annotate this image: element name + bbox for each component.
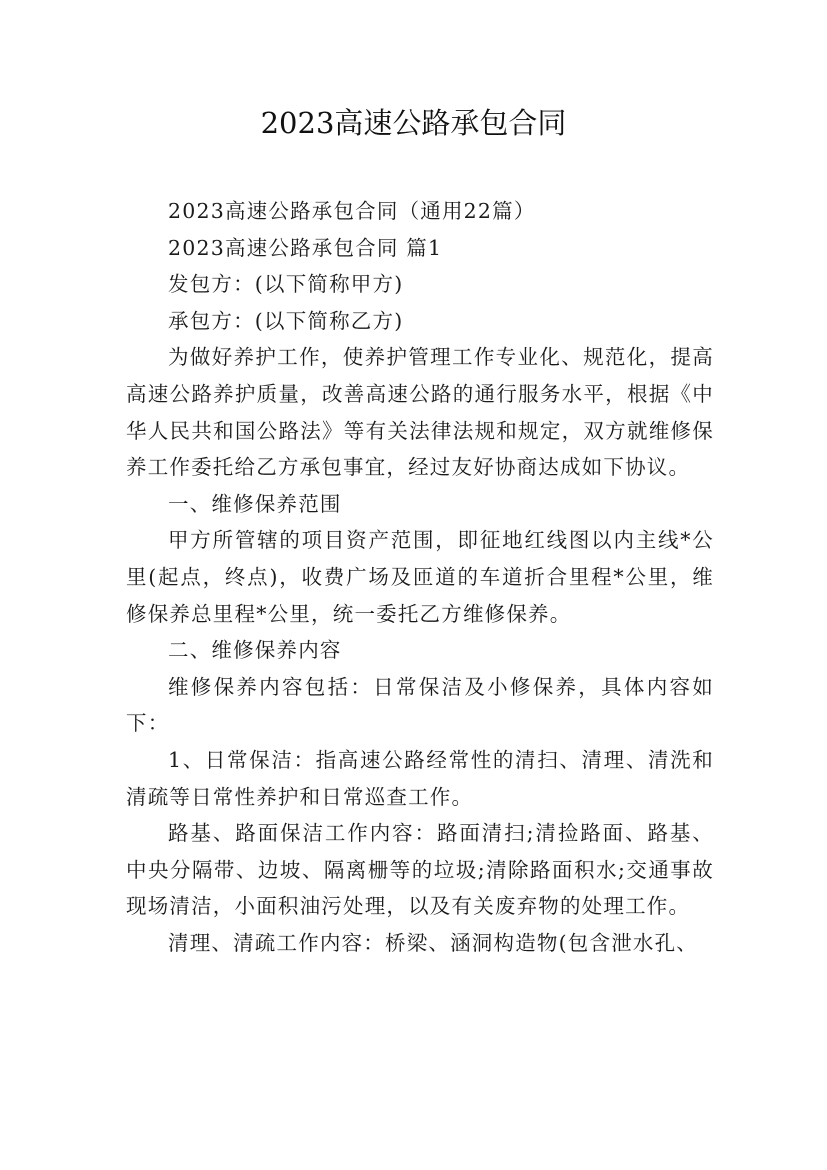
document-body: [126, 193, 714, 961]
paragraph: 清理、清疏工作内容：桥梁、涵洞构造物(包含泄水孔、: [168, 930, 698, 955]
paragraph: 2023高速公路承包合同（通用22篇）: [168, 199, 536, 223]
paragraph: 承包方：(以下简称乙方): [168, 308, 404, 333]
paragraph: 维修保养内容包括：日常保洁及小修保养，具体内容如下：: [126, 674, 714, 736]
section-heading: 二、维修保养内容: [168, 638, 342, 663]
paragraph: 甲方所管辖的项目资产范围，即征地红线图以内主线*公里(起点，终点)，收费广场及匝道的车道折合里程*公里，维修保养总里程*公里，统一委托乙方维修保养。: [126, 528, 714, 626]
document-title: 2023高速公路承包合同: [260, 106, 567, 140]
paragraph: 2023高速公路承包合同 篇1: [168, 235, 443, 260]
paragraph: 路基、路面保洁工作内容：路面清扫;清捡路面、路基、中央分隔带、边坡、隔离栅等的垃圾;清除路面积水;交通事故现场清洁，小面积油污处理，以及有关废弃物的处理工作。: [126, 821, 714, 919]
section-heading: 一、维修保养范围: [168, 491, 342, 516]
paragraph: 为做好养护工作，使养护管理工作专业化、规范化，提高高速公路养护质量，改善高速公路的通行服务水平，根据《中华人民共和国公路法》等有关法律法规和规定，双方就维修保养工作委托给乙方承包事宜，经过友好协商达成如下协议。: [126, 345, 714, 480]
paragraph: 发包方：(以下简称甲方): [168, 272, 404, 297]
paragraph: 1、日常保洁：指高速公路经常性的清扫、清理、清洗和清疏等日常性养护和日常巡查工作。: [126, 747, 714, 809]
